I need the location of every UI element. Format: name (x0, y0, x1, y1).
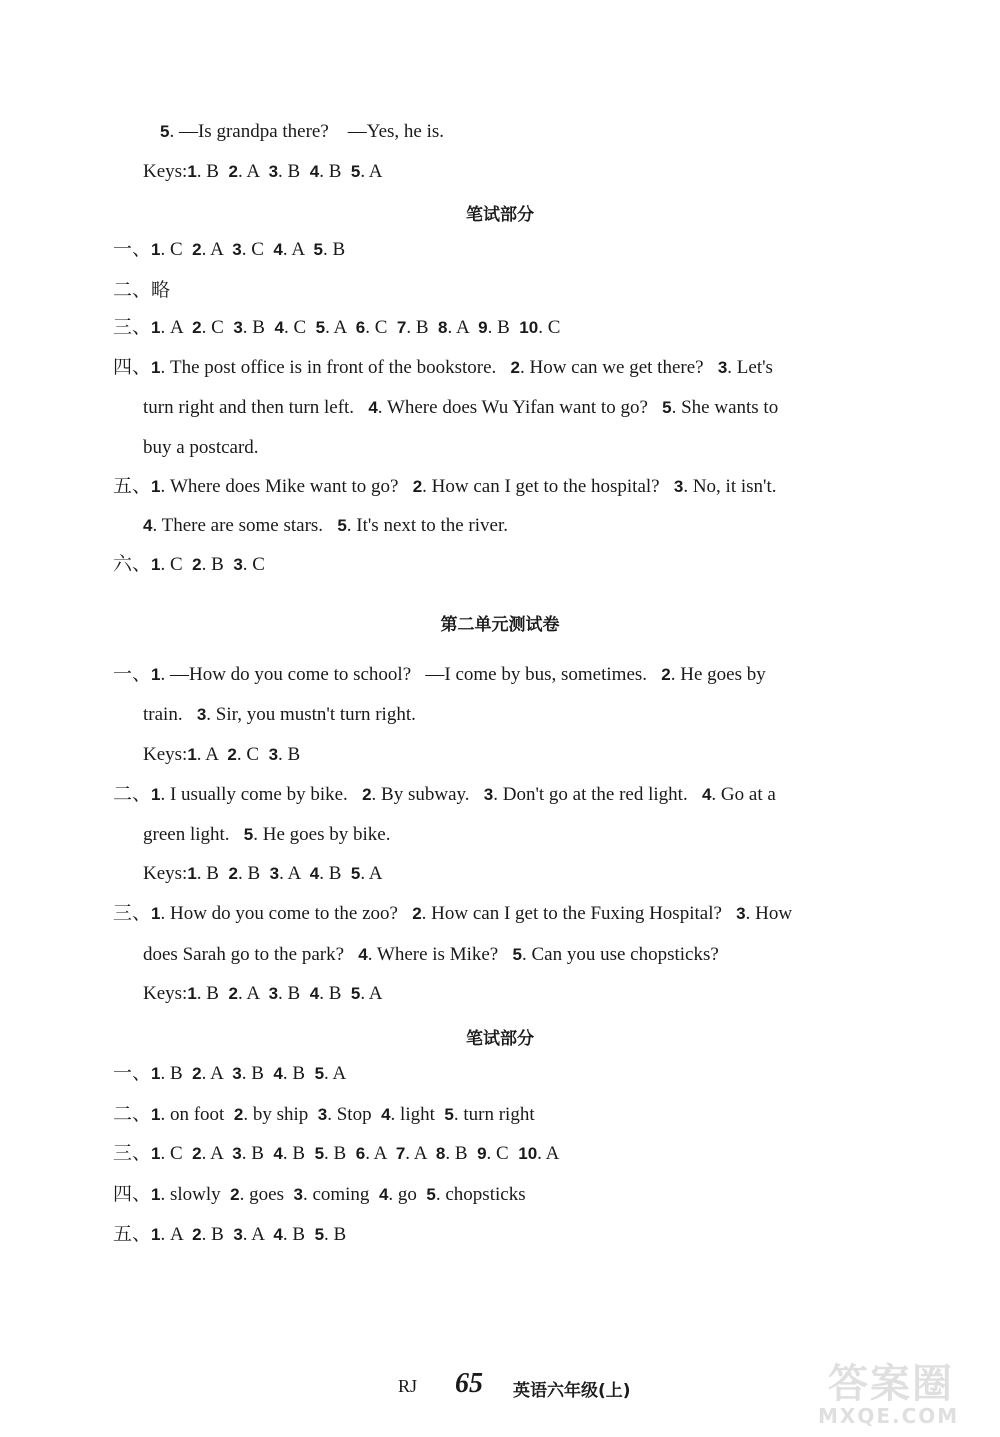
question-number: 5 (350, 984, 361, 1003)
answer-text: . B (242, 317, 275, 338)
answer-text: . slowly (160, 1184, 231, 1205)
answer-line (143, 436, 1000, 460)
answer-text: . A (201, 1063, 233, 1084)
answer-text: . C (242, 554, 265, 575)
answer-text: . B (319, 983, 351, 1004)
answer-text: . Stop (327, 1104, 382, 1125)
answer-text: . C (160, 1143, 193, 1164)
answer-text: . —How do you come to school? —I come by bus, sometimes. (160, 664, 662, 685)
answer-text: . —Is grandpa there? —Yes, he is. (169, 121, 445, 142)
question-number: 4 (273, 240, 283, 259)
answer-line (113, 1223, 1000, 1247)
answer-text: turn right and then turn left. (143, 397, 369, 418)
question-number: 2 (192, 1225, 202, 1244)
section-heading: 第二单元测试卷 (440, 615, 560, 635)
answer-text: . B (160, 1063, 193, 1084)
item-prefix: Keys: (143, 863, 188, 884)
answer-text: . B (201, 554, 234, 575)
question-number: 3 (233, 555, 243, 574)
question-number: 4 (358, 945, 368, 964)
question-number: 3 (269, 864, 280, 883)
question-number: 2 (227, 745, 237, 764)
answer-line (113, 356, 1000, 380)
answer-line (113, 783, 1000, 807)
answer-line (143, 943, 1000, 967)
item-prefix: 五、 (113, 476, 152, 497)
item-prefix: 二、 (113, 784, 152, 805)
answer-text: . Can you use chopsticks? (521, 944, 719, 965)
answer-line (143, 396, 1000, 420)
answer-text: . B (324, 1143, 356, 1164)
answer-line (113, 316, 1000, 340)
question-number: 3 (717, 358, 728, 377)
answer-text: buy a postcard. (143, 437, 259, 458)
answer-line (113, 1103, 1000, 1127)
question-number: 5 (160, 122, 170, 141)
answer-text: . C (241, 239, 274, 260)
question-number: 2 (228, 162, 238, 181)
question-number: 3 (673, 477, 684, 496)
question-number: 5 (350, 162, 361, 181)
question-number: 2 (192, 240, 202, 259)
item-prefix: 四、 (113, 357, 152, 378)
question-number: 4 (273, 1225, 283, 1244)
answer-line (113, 663, 1000, 687)
question-number: 2 (661, 665, 671, 684)
question-number: 2 (412, 477, 423, 496)
item-prefix: 二、略 (113, 280, 171, 301)
question-number: 4 (381, 1105, 391, 1124)
answer-text: . Let's (727, 357, 773, 378)
question-number: 5 (444, 1105, 454, 1124)
question-number: 10 (519, 318, 539, 337)
question-number: 4 (309, 162, 320, 181)
answer-text: . B (282, 1143, 315, 1164)
question-number: 5 (426, 1185, 436, 1204)
answer-line (143, 862, 1000, 886)
answer-line (113, 475, 1000, 499)
answer-text: . A (360, 863, 383, 884)
section-heading: 笔试部分 (466, 1029, 534, 1049)
question-number: 4 (378, 1185, 389, 1204)
question-number: 3 (317, 1105, 328, 1124)
question-number: 1 (187, 864, 197, 883)
question-number: 7 (395, 1144, 406, 1163)
answer-text: . Where does Mike want to go? (160, 476, 413, 497)
answer-text: . There are some stars. (152, 515, 338, 536)
answer-text: . B (196, 983, 229, 1004)
question-number: 5 (662, 398, 672, 417)
answer-line (113, 238, 1000, 262)
answer-text: . B (322, 239, 346, 260)
question-number: 3 (293, 1185, 303, 1204)
answer-text: . A (360, 983, 383, 1004)
answer-text: . Where does Wu Yifan want to go? (377, 397, 663, 418)
answer-text: . A (447, 317, 479, 338)
watermark-text: 答案圈 (828, 1361, 954, 1407)
question-number: 3 (196, 705, 207, 724)
question-number: 2 (510, 358, 520, 377)
item-prefix: 三、 (113, 1143, 152, 1164)
answer-text: . C (160, 554, 193, 575)
answer-text: . chopsticks (435, 1184, 526, 1205)
answer-text: . How can I get to the hospital? (422, 476, 674, 497)
answer-text: . C (236, 744, 269, 765)
answer-text: . light (390, 1104, 445, 1125)
question-number: 3 (233, 318, 243, 337)
question-number: 1 (187, 745, 197, 764)
question-number: 2 (362, 785, 372, 804)
answer-text: . B (278, 161, 310, 182)
answer-text: . A (324, 1063, 347, 1084)
question-number: 2 (192, 555, 202, 574)
question-number: 1 (151, 785, 161, 804)
answer-text: . turn right (453, 1104, 535, 1125)
answer-line (143, 160, 1000, 184)
section-heading: 笔试部分 (466, 205, 534, 225)
watermark-url: MXQE.COM (818, 1404, 960, 1428)
answer-line (113, 902, 1000, 926)
question-number: 5 (337, 516, 347, 535)
question-number: 3 (232, 1144, 242, 1163)
answer-line (143, 703, 1000, 727)
question-number: 4 (309, 864, 320, 883)
item-prefix: 三、 (113, 317, 152, 338)
answer-text: . A (405, 1143, 436, 1164)
question-number: 5 (315, 318, 326, 337)
question-number: 5 (243, 825, 254, 844)
question-number: 4 (309, 984, 320, 1003)
page-number: 65 (455, 1368, 483, 1399)
item-prefix: 一、 (113, 1063, 152, 1084)
answer-text: . How (745, 903, 793, 924)
answer-text: . A (279, 863, 310, 884)
answer-text: . C (365, 317, 397, 338)
question-number: 7 (396, 318, 407, 337)
question-number: 8 (438, 318, 448, 337)
question-number: 2 (192, 318, 202, 337)
question-number: 3 (233, 1225, 243, 1244)
question-number: 1 (151, 555, 161, 574)
question-number: 4 (701, 785, 712, 804)
answer-text: . B (241, 1063, 274, 1084)
answer-text: . He goes by bike. (253, 824, 391, 845)
answer-text: . Don't go at the red light. (493, 784, 702, 805)
answer-text: . How can I get to the Fuxing Hospital? (421, 903, 737, 924)
watermark-logo (798, 1352, 978, 1432)
answer-text: green light. (143, 824, 244, 845)
answer-text: . coming (302, 1184, 379, 1205)
question-number: 9 (478, 318, 488, 337)
answer-text: . A (365, 1143, 396, 1164)
question-number: 6 (355, 1144, 366, 1163)
answer-text: . By subway. (371, 784, 484, 805)
item-prefix: 一、 (113, 239, 152, 260)
question-number: 4 (143, 516, 153, 535)
question-number: 1 (151, 1105, 161, 1124)
answer-text: . B (196, 161, 229, 182)
answer-text: . She wants to (671, 397, 779, 418)
question-number: 2 (228, 984, 238, 1003)
item-prefix: 三、 (113, 903, 152, 924)
answer-text: . B (319, 161, 351, 182)
answer-text: . I usually come by bike. (160, 784, 363, 805)
answer-text: . No, it isn't. (683, 476, 777, 497)
answer-text: . C (538, 317, 561, 338)
answer-text: . A (196, 744, 228, 765)
answer-text: . A (360, 161, 383, 182)
question-number: 2 (230, 1185, 240, 1204)
answer-text: . A (201, 239, 233, 260)
answer-text: . B (282, 1224, 315, 1245)
question-number: 8 (435, 1144, 446, 1163)
question-number: 3 (232, 1064, 242, 1083)
question-number: 3 (232, 240, 242, 259)
book-title: 英语六年级(上) (513, 1381, 631, 1401)
answer-line (113, 1062, 1000, 1086)
answer-text: . C (201, 317, 234, 338)
answer-text: . C (160, 239, 193, 260)
answer-text: . A (201, 1143, 233, 1164)
answer-text: . A (237, 983, 269, 1004)
answer-text: . B (278, 983, 310, 1004)
question-number: 1 (151, 318, 161, 337)
answer-text: . on foot (160, 1104, 234, 1125)
item-prefix: 五、 (113, 1224, 152, 1245)
answer-text: . Go at a (711, 784, 776, 805)
answer-text: . How do you come to the zoo? (160, 903, 413, 924)
question-number: 3 (268, 162, 279, 181)
answer-text: . goes (239, 1184, 294, 1205)
answer-text: . A (537, 1143, 560, 1164)
answer-text: . A (242, 1224, 274, 1245)
question-number: 1 (151, 1144, 161, 1163)
answer-line (113, 1183, 1000, 1207)
answer-text: . B (319, 863, 351, 884)
answer-text: . go (388, 1184, 427, 1205)
answer-text: . B (487, 317, 520, 338)
answer-text: . The post office is in front of the bookstore. (160, 357, 511, 378)
question-number: 4 (273, 1144, 283, 1163)
answer-text: does Sarah go to the park? (143, 944, 359, 965)
answer-text: . A (282, 239, 314, 260)
question-number: 3 (736, 904, 746, 923)
answer-line (143, 982, 1000, 1006)
answer-text: . B (406, 317, 439, 338)
answer-text: . B (237, 863, 270, 884)
question-number: 1 (151, 665, 161, 684)
item-prefix: Keys: (143, 744, 188, 765)
question-number: 5 (314, 1225, 325, 1244)
question-number: 5 (314, 1064, 325, 1083)
question-number: 4 (274, 318, 284, 337)
question-number: 2 (228, 864, 238, 883)
answer-line (113, 553, 1000, 577)
answer-text: . Where is Mike? (367, 944, 513, 965)
answer-line (113, 279, 1000, 303)
answer-text: . A (237, 161, 269, 182)
answer-line (143, 743, 1000, 767)
edition-code: RJ (398, 1376, 418, 1396)
answer-text: train. (143, 704, 197, 725)
question-number: 5 (313, 240, 323, 259)
question-number: 5 (314, 1144, 325, 1163)
question-number: 1 (151, 1185, 161, 1204)
question-number: 2 (192, 1064, 202, 1083)
answer-text: . He goes by (670, 664, 766, 685)
answer-line (160, 120, 1000, 144)
item-prefix: Keys: (143, 161, 188, 182)
question-number: 4 (368, 398, 378, 417)
question-number: 9 (477, 1144, 487, 1163)
question-number: 2 (412, 904, 422, 923)
item-prefix: Keys: (143, 983, 188, 1004)
item-prefix: 六、 (113, 554, 152, 575)
question-number: 10 (518, 1144, 538, 1163)
answer-text: . B (241, 1143, 274, 1164)
question-number: 3 (268, 745, 279, 764)
question-number: 4 (273, 1064, 283, 1083)
answer-text: . C (486, 1143, 519, 1164)
question-number: 2 (233, 1105, 244, 1124)
answer-text: . A (160, 317, 193, 338)
question-number: 3 (268, 984, 279, 1003)
answer-text: . B (278, 744, 301, 765)
answer-line (143, 514, 1000, 538)
question-number: 1 (151, 1064, 161, 1083)
answer-text: . B (196, 863, 229, 884)
answer-text: . B (201, 1224, 234, 1245)
answer-text: . B (445, 1143, 478, 1164)
answer-text: . It's next to the river. (346, 515, 508, 536)
item-prefix: 四、 (113, 1184, 152, 1205)
question-number: 2 (192, 1144, 202, 1163)
answer-line (143, 823, 1000, 847)
question-number: 5 (512, 945, 522, 964)
question-number: 1 (151, 358, 161, 377)
question-number: 1 (187, 984, 197, 1003)
question-number: 1 (187, 162, 197, 181)
question-number: 1 (151, 904, 161, 923)
question-number: 1 (151, 477, 161, 496)
answer-text: . C (283, 317, 316, 338)
item-prefix: 二、 (113, 1104, 152, 1125)
question-number: 5 (350, 864, 361, 883)
answer-text: . B (324, 1224, 347, 1245)
item-prefix: 一、 (113, 664, 152, 685)
question-number: 1 (151, 240, 161, 259)
question-number: 3 (483, 785, 494, 804)
answer-line (113, 1142, 1000, 1166)
answer-text: . How can we get there? (519, 357, 718, 378)
answer-text: . A (160, 1224, 193, 1245)
question-number: 6 (355, 318, 366, 337)
answer-text: . Sir, you mustn't turn right. (206, 704, 416, 725)
question-number: 1 (151, 1225, 161, 1244)
answer-text: . B (282, 1063, 315, 1084)
answer-text: . A (325, 317, 356, 338)
answer-text: . by ship (243, 1104, 318, 1125)
